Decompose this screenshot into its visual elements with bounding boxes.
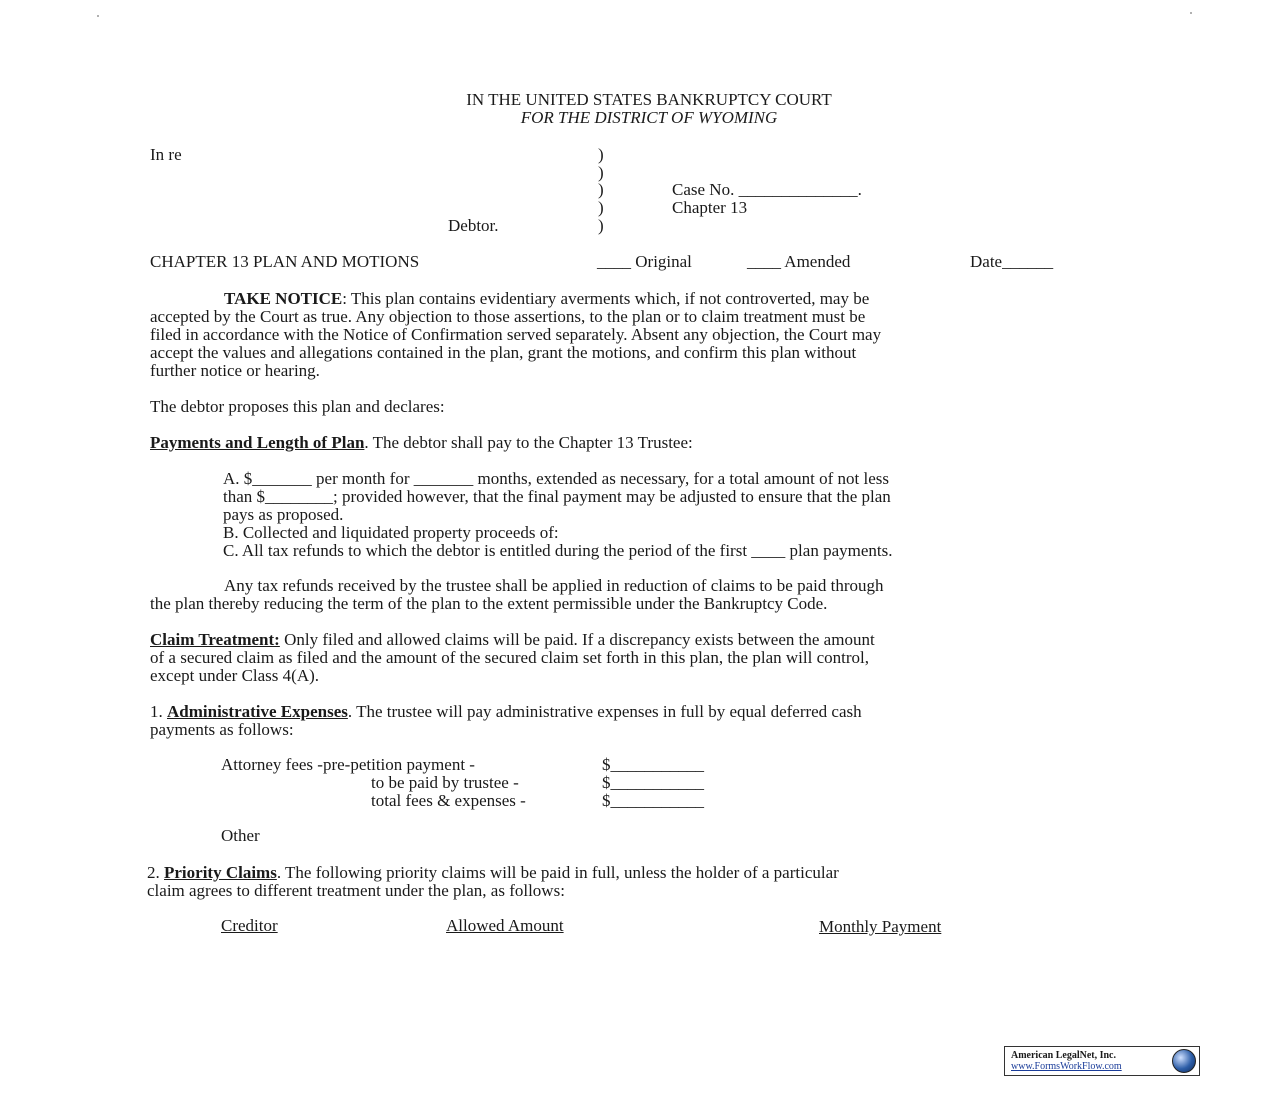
take-notice-label: TAKE NOTICE — [224, 289, 343, 308]
claim-treatment-line: except under Class 4(A). — [150, 666, 320, 685]
logo-company-name: American LegalNet, Inc. — [1011, 1050, 1116, 1061]
pre-petition-amount-field: $___________ — [602, 755, 704, 774]
column-creditor: Creditor — [221, 916, 278, 935]
admin-expenses-paragraph — [150, 703, 862, 739]
payment-item-a: than $________; provided however, that the final payment may be adjusted to ensure that the plan — [223, 487, 891, 506]
plan-title: CHAPTER 13 PLAN AND MOTIONS — [150, 252, 420, 271]
payment-item-c: C. All tax refunds to which the debtor is entitled during the period of the first ____ plan payments. — [223, 541, 893, 560]
attorney-fees-label: Attorney fees -pre-petition payment - — [221, 755, 475, 774]
take-notice-line: accepted by the Court as true. Any objection to those assertions, to the plan or to claim treatment must be — [150, 307, 866, 326]
caption-paren: ) — [598, 180, 604, 199]
payment-item-a: A. $_______ per month for _______ months, extended as necessary, for a total amount of not less — [223, 469, 890, 488]
amended-checkbox-line: ____ Amended — [747, 252, 851, 271]
other-label: Other — [221, 826, 260, 845]
declares-text: The debtor proposes this plan and declares: — [150, 397, 445, 416]
admin-line: . The trustee will pay administrative expenses in full by equal deferred cash — [347, 702, 862, 721]
priority-claims-paragraph — [147, 864, 839, 900]
payments-items — [223, 470, 892, 560]
take-notice-line: filed in accordance with the Notice of Confirmation served separately. Absent any objection, the Court may — [150, 325, 882, 344]
claim-treatment-paragraph — [150, 631, 875, 685]
admin-heading: Administrative Expenses — [167, 702, 348, 721]
payments-heading: Payments and Length of Plan — [150, 433, 365, 452]
take-notice-line: : This plan contains evidentiary averments which, if not controverted, may be — [342, 289, 870, 308]
priority-line: . The following priority claims will be paid in full, unless the holder of a particular — [276, 863, 839, 882]
take-notice-line: further notice or hearing. — [150, 361, 320, 380]
priority-number: 2. — [147, 863, 164, 882]
logo-url-link[interactable]: www.FormsWorkFlow.com — [1011, 1061, 1122, 1072]
tax-refunds-paragraph — [150, 577, 884, 613]
in-re-label: In re — [150, 145, 182, 164]
admin-line: payments as follows: — [150, 720, 294, 739]
claim-treatment-line: of a secured claim as filed and the amount of the secured claim set forth in this plan, the plan will control, — [150, 648, 869, 667]
case-number-field: Case No. ______________. — [672, 180, 862, 199]
tax-refunds-line: Any tax refunds received by the trustee shall be applied in reduction of claims to be paid through — [224, 576, 884, 595]
payments-text: . The debtor shall pay to the Chapter 13 Trustee: — [364, 433, 693, 452]
trustee-amount-field: $___________ — [602, 773, 704, 792]
column-allowed-amount: Allowed Amount — [446, 916, 564, 935]
original-checkbox-line: ____ Original — [597, 252, 692, 271]
court-district: FOR THE DISTRICT OF WYOMING — [520, 108, 778, 127]
scan-speck — [1190, 12, 1192, 14]
payments-heading-line — [150, 434, 693, 452]
caption-paren: ) — [598, 163, 604, 182]
forms-workflow-logo[interactable] — [1004, 1046, 1200, 1076]
claim-treatment-line: Only filed and allowed claims will be paid. If a discrepancy exists between the amount — [279, 630, 875, 649]
priority-line: claim agrees to different treatment under the plan, as follows: — [147, 881, 565, 900]
total-amount-field: $___________ — [602, 791, 704, 810]
globe-icon — [1172, 1049, 1196, 1073]
tax-refunds-line: the plan thereby reducing the term of the plan to the extent permissible under the Bankruptcy Code. — [150, 594, 828, 613]
caption-paren: ) — [598, 216, 604, 235]
total-fees-label: total fees & expenses - — [371, 791, 526, 810]
take-notice-line: accept the values and allegations contained in the plan, grant the motions, and confirm this plan without — [150, 343, 857, 362]
payment-item-a: pays as proposed. — [223, 505, 344, 524]
court-title: IN THE UNITED STATES BANKRUPTCY COURT — [466, 90, 832, 109]
admin-number: 1. — [150, 702, 167, 721]
scan-speck — [97, 15, 99, 17]
chapter-label: Chapter 13 — [672, 198, 748, 217]
claim-treatment-heading: Claim Treatment: — [150, 630, 280, 649]
take-notice-paragraph — [150, 290, 881, 380]
priority-heading: Priority Claims — [164, 863, 277, 882]
column-monthly-payment: Monthly Payment — [819, 917, 942, 936]
caption-paren: ) — [598, 198, 604, 217]
caption-paren: ) — [598, 145, 604, 164]
date-field: Date______ — [970, 252, 1054, 271]
to-be-paid-label: to be paid by trustee - — [371, 773, 519, 792]
payment-item-b: B. Collected and liquidated property proceeds of: — [223, 523, 559, 542]
debtor-label: Debtor. — [448, 216, 499, 235]
